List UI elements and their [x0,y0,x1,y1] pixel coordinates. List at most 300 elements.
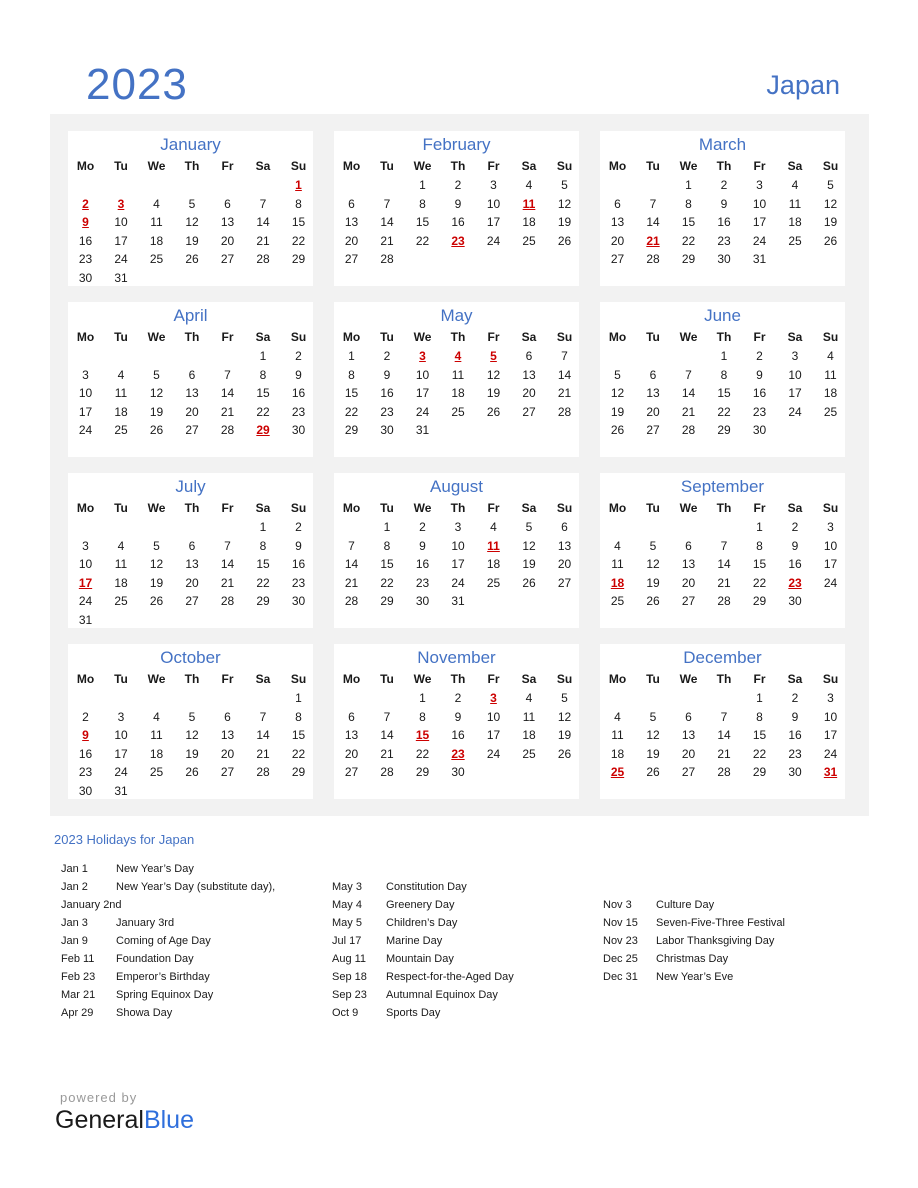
weekday-header: Mo [76,672,95,686]
holiday-name: Greenery Day [386,899,455,911]
day-cell: 19 [522,557,536,571]
day-cell: 26 [149,423,164,437]
day-cell: 16 [451,215,465,229]
weekday-header: Sa [787,330,803,344]
holiday-name: Children’s Day [386,917,458,929]
weekday-header: Mo [342,330,361,344]
weekday-header: We [413,501,432,515]
weekday-header: Fr [221,330,234,344]
day-cell: 5 [153,538,160,553]
day-cell: 6 [614,196,621,211]
day-cell: 24 [486,233,501,248]
weekday-header: Fr [753,672,766,686]
day-cell: 28 [344,594,359,608]
month-may [334,302,579,457]
day-cell: 13 [185,557,199,571]
holiday-date: Feb 23 [61,971,96,983]
day-cell: 10 [114,215,128,229]
month-december [600,644,845,799]
day-cell: 23 [752,404,767,419]
day-cell: 19 [610,404,625,419]
day-cell: 13 [220,215,235,229]
month-name: April [173,306,208,325]
day-cell: 23 [291,575,306,590]
day-cell: 20 [220,233,235,248]
day-cell: 9 [454,709,462,724]
day-cell: 2 [791,520,799,534]
day-cell: 17 [78,404,93,419]
weekday-header: Tu [646,330,660,344]
day-cell: 10 [78,557,93,571]
weekday-header: Th [716,330,732,344]
day-cell: 31 [78,612,93,627]
day-cell: 10 [752,196,767,211]
holiday-day-cell: 17 [78,575,93,590]
day-cell: 13 [344,215,359,229]
day-cell: 14 [717,557,731,571]
day-cell: 27 [344,765,359,779]
day-cell: 11 [150,215,163,229]
day-cell: 24 [823,746,838,761]
day-cell: 2 [295,349,302,363]
holiday-day-cell: 11 [487,538,500,553]
month-march [600,131,845,286]
day-cell: 1 [259,349,267,363]
day-cell: 22 [415,746,430,761]
day-cell: 28 [557,404,572,419]
weekday-header: Su [290,159,307,173]
day-cell: 15 [752,728,767,742]
day-cell: 9 [295,367,302,382]
day-cell: 5 [525,520,533,534]
day-cell: 23 [788,746,802,761]
day-cell: 27 [220,252,235,266]
day-cell: 26 [823,233,838,248]
day-cell: 6 [685,538,692,553]
day-cell: 18 [610,746,625,761]
day-cell: 13 [681,728,696,742]
day-cell: 24 [415,404,430,419]
day-cell: 11 [114,386,128,400]
day-cell: 13 [646,386,660,400]
holiday-day-cell: 25 [610,765,625,779]
month-name: November [417,648,496,667]
holiday-day-cell: 15 [415,728,430,742]
day-cell: 22 [291,746,306,761]
month-name: May [440,306,473,325]
day-cell: 20 [681,746,696,761]
weekday-header: Mo [342,501,361,515]
holiday-day-cell: 9 [82,728,89,742]
day-cell: 14 [380,215,394,229]
holiday-name: Spring Equinox Day [116,989,214,1001]
day-cell: 3 [117,709,125,724]
day-cell: 9 [791,538,799,553]
day-cell: 30 [380,423,394,437]
day-cell: 5 [827,178,834,192]
day-cell: 25 [114,423,128,437]
day-cell: 6 [649,367,657,382]
day-cell: 8 [756,538,763,553]
holiday-name: New Year’s Day [116,863,194,875]
holiday-name: New Year’s Eve [656,971,734,983]
day-cell: 20 [344,233,359,248]
day-cell: 23 [415,575,430,590]
day-cell: 8 [419,709,426,724]
holiday-name: Sports Day [386,1007,441,1019]
day-cell: 25 [114,594,128,608]
day-cell: 20 [185,575,199,590]
day-cell: 22 [291,233,306,248]
weekday-header: We [147,672,166,686]
day-cell: 16 [415,557,430,571]
day-cell: 27 [344,252,359,266]
day-cell: 28 [220,594,235,608]
country-title: Japan [766,70,840,100]
day-cell: 29 [752,594,767,608]
weekday-header: Th [184,501,200,515]
holiday-name: Labor Thanksgiving Day [656,935,775,947]
day-cell: 30 [415,594,430,608]
day-cell: 11 [611,557,624,571]
weekday-header: Sa [521,672,537,686]
day-cell: 2 [454,178,462,192]
month-name: June [704,306,741,325]
day-cell: 13 [557,538,572,553]
month-name: August [430,477,483,496]
day-cell: 22 [380,575,394,590]
weekday-header: Th [450,501,466,515]
day-cell: 31 [451,594,465,608]
weekday-header: Fr [753,159,766,173]
day-cell: 8 [383,538,391,553]
day-cell: 2 [82,709,89,724]
day-cell: 6 [224,709,231,724]
holiday-name: Foundation Day [116,953,194,965]
day-cell: 25 [522,746,536,761]
day-cell: 21 [380,746,394,761]
day-cell: 8 [685,196,692,211]
weekday-header: Th [184,159,200,173]
holiday-day-cell: 2 [82,196,89,211]
day-cell: 25 [149,252,164,266]
weekday-header: Fr [487,501,500,515]
day-cell: 6 [525,349,533,363]
day-cell: 28 [256,252,270,266]
day-cell: 19 [823,215,838,229]
day-cell: 12 [557,709,572,724]
day-cell: 21 [220,575,235,590]
day-cell: 2 [419,520,426,534]
day-cell: 24 [78,594,93,608]
day-cell: 4 [153,709,160,724]
day-cell: 15 [344,386,359,400]
day-cell: 7 [720,538,728,553]
day-cell: 19 [149,575,164,590]
day-cell: 18 [149,746,164,761]
month-february [334,131,579,286]
weekday-header: Su [290,672,307,686]
weekday-header: Sa [521,501,537,515]
day-cell: 16 [788,557,802,571]
day-cell: 6 [224,196,231,211]
day-cell: 17 [415,386,430,400]
year-title: 2023 [86,60,188,109]
day-cell: 7 [383,709,391,724]
day-cell: 8 [295,196,302,211]
day-cell: 9 [756,367,763,382]
holiday-day-cell: 11 [522,196,536,211]
day-cell: 22 [752,575,767,590]
day-cell: 7 [649,196,657,211]
day-cell: 15 [291,215,306,229]
logo-blue-text: Blue [143,1106,194,1134]
day-cell: 26 [646,765,660,779]
day-cell: 12 [557,196,572,211]
day-cell: 15 [752,557,767,571]
day-cell: 26 [646,594,660,608]
day-cell: 25 [788,233,802,248]
weekday-header: Su [822,501,839,515]
day-cell: 9 [419,538,426,553]
day-cell: 12 [646,728,660,742]
day-cell: 27 [646,423,660,437]
holiday-day-cell: 9 [82,215,89,229]
weekday-header: Th [716,501,732,515]
day-cell: 31 [415,423,430,437]
day-cell: 7 [561,349,568,363]
weekday-header: We [413,672,432,686]
day-cell: 11 [824,367,837,382]
day-cell: 23 [380,404,394,419]
day-cell: 16 [717,215,731,229]
holiday-day-cell: 23 [788,575,802,590]
day-cell: 29 [291,765,306,779]
month-name: March [698,135,747,154]
weekday-header: Th [184,672,200,686]
day-cell: 10 [114,728,128,742]
weekday-header: Fr [221,672,234,686]
day-cell: 26 [557,233,572,248]
day-cell: 12 [185,215,199,229]
day-cell: 1 [720,349,728,363]
day-cell: 11 [451,367,465,382]
calendar-panel [50,114,869,816]
day-cell: 2 [720,178,728,192]
month-august [334,473,579,628]
day-cell: 4 [117,367,125,382]
day-cell: 26 [185,252,199,266]
day-cell: 18 [522,728,536,742]
day-cell: 19 [486,386,501,400]
weekday-header: Tu [646,672,660,686]
weekday-header: We [147,501,166,515]
day-cell: 2 [791,691,799,705]
day-cell: 16 [291,557,306,571]
day-cell: 25 [149,765,164,779]
weekday-header: Tu [114,672,128,686]
day-cell: 17 [486,728,501,742]
weekday-header: We [147,330,166,344]
month-september [600,473,845,628]
day-cell: 24 [114,252,128,266]
month-name: February [422,135,491,154]
month-april [68,302,313,457]
weekday-header: We [679,501,698,515]
day-cell: 29 [344,423,359,437]
day-cell: 17 [114,746,128,761]
day-cell: 5 [649,709,657,724]
logo-general-text: General [55,1106,144,1134]
day-cell: 13 [185,386,199,400]
day-cell: 23 [78,765,93,779]
holiday-date: Feb 11 [61,953,95,965]
weekday-header: Su [556,501,573,515]
day-cell: 17 [486,215,501,229]
day-cell: 21 [717,746,731,761]
day-cell: 31 [752,252,767,266]
weekday-header: Fr [487,672,500,686]
day-cell: 7 [348,538,355,553]
day-cell: 24 [788,404,802,419]
day-cell: 30 [78,270,93,285]
day-cell: 14 [717,728,731,742]
day-cell: 25 [610,594,625,608]
weekday-header: Fr [221,501,234,515]
day-cell: 16 [788,728,802,742]
day-cell: 23 [291,404,306,419]
month-name: January [160,135,221,154]
day-cell: 30 [717,252,731,266]
weekday-header: Th [450,159,466,173]
weekday-header: Su [822,330,839,344]
day-cell: 4 [614,709,621,724]
day-cell: 22 [256,575,270,590]
day-cell: 19 [185,746,199,761]
day-cell: 3 [82,367,89,382]
day-cell: 26 [486,404,501,419]
day-cell: 28 [380,252,394,266]
day-cell: 18 [823,386,838,400]
day-cell: 14 [220,557,235,571]
day-cell: 26 [610,423,625,437]
day-cell: 19 [646,575,660,590]
weekday-header: Su [822,672,839,686]
holiday-name: Respect-for-the-Aged Day [386,971,514,983]
day-cell: 21 [380,233,394,248]
day-cell: 14 [256,728,270,742]
day-cell: 14 [646,215,660,229]
weekday-header: Mo [608,330,627,344]
holiday-day-cell: 3 [117,196,125,211]
day-cell: 2 [383,349,391,363]
day-cell: 24 [114,765,128,779]
day-cell: 25 [451,404,465,419]
weekday-header: We [147,159,166,173]
day-cell: 20 [610,233,625,248]
day-cell: 21 [256,233,270,248]
day-cell: 10 [451,538,465,553]
weekday-header: Tu [646,501,660,515]
weekday-header: Fr [487,159,500,173]
weekday-header: Tu [646,159,660,173]
day-cell: 12 [149,386,164,400]
day-cell: 15 [256,557,270,571]
holiday-date: Jul 17 [332,935,362,947]
day-cell: 26 [557,746,572,761]
day-cell: 6 [348,196,355,211]
day-cell: 25 [522,233,536,248]
day-cell: 21 [220,404,235,419]
day-cell: 5 [614,367,621,382]
weekday-header: Fr [753,330,766,344]
holiday-name: Emperor’s Birthday [116,971,210,983]
day-cell: 12 [185,728,199,742]
day-cell: 10 [486,196,501,211]
day-cell: 1 [295,691,302,705]
holiday-date: Oct 9 [332,1007,359,1019]
day-cell: 1 [348,349,355,363]
day-cell: 25 [823,404,838,419]
day-cell: 1 [756,691,763,705]
weekday-header: Th [450,672,466,686]
day-cell: 9 [791,709,799,724]
day-cell: 20 [220,746,235,761]
day-cell: 2 [756,349,763,363]
day-cell: 8 [295,709,302,724]
day-cell: 18 [451,386,465,400]
day-cell: 12 [149,557,164,571]
day-cell: 28 [256,765,270,779]
holiday-day-cell: 23 [451,233,465,248]
weekday-header: Su [822,159,839,173]
day-cell: 12 [486,367,501,382]
day-cell: 18 [486,557,501,571]
day-cell: 8 [259,538,267,553]
holiday-date: Dec 31 [603,971,638,983]
holiday-date: Dec 25 [603,953,638,965]
day-cell: 8 [419,196,426,211]
day-cell: 3 [490,178,497,192]
day-cell: 24 [451,575,465,590]
day-cell: 10 [78,386,93,400]
day-cell: 18 [114,575,128,590]
holiday-day-cell: 31 [823,765,838,779]
day-cell: 16 [752,386,767,400]
weekday-header: Su [556,672,573,686]
holiday-name: New Year’s Day (substitute day), [116,881,276,893]
weekday-header: Tu [114,330,128,344]
day-cell: 8 [348,367,355,382]
day-cell: 25 [486,575,501,590]
holiday-name: Autumnal Equinox Day [386,989,498,1001]
day-cell: 4 [117,538,125,553]
holiday-date: Jan 3 [61,917,88,929]
day-cell: 6 [188,367,196,382]
day-cell: 18 [114,404,128,419]
holiday-name: Christmas Day [656,953,729,965]
weekday-header: Mo [608,672,627,686]
day-cell: 18 [522,215,536,229]
weekday-header: Th [716,159,732,173]
day-cell: 17 [451,557,465,571]
day-cell: 27 [220,765,235,779]
day-cell: 28 [681,423,696,437]
day-cell: 11 [522,709,536,724]
day-cell: 7 [224,367,231,382]
day-cell: 14 [220,386,235,400]
holiday-name: Coming of Age Day [116,935,211,947]
